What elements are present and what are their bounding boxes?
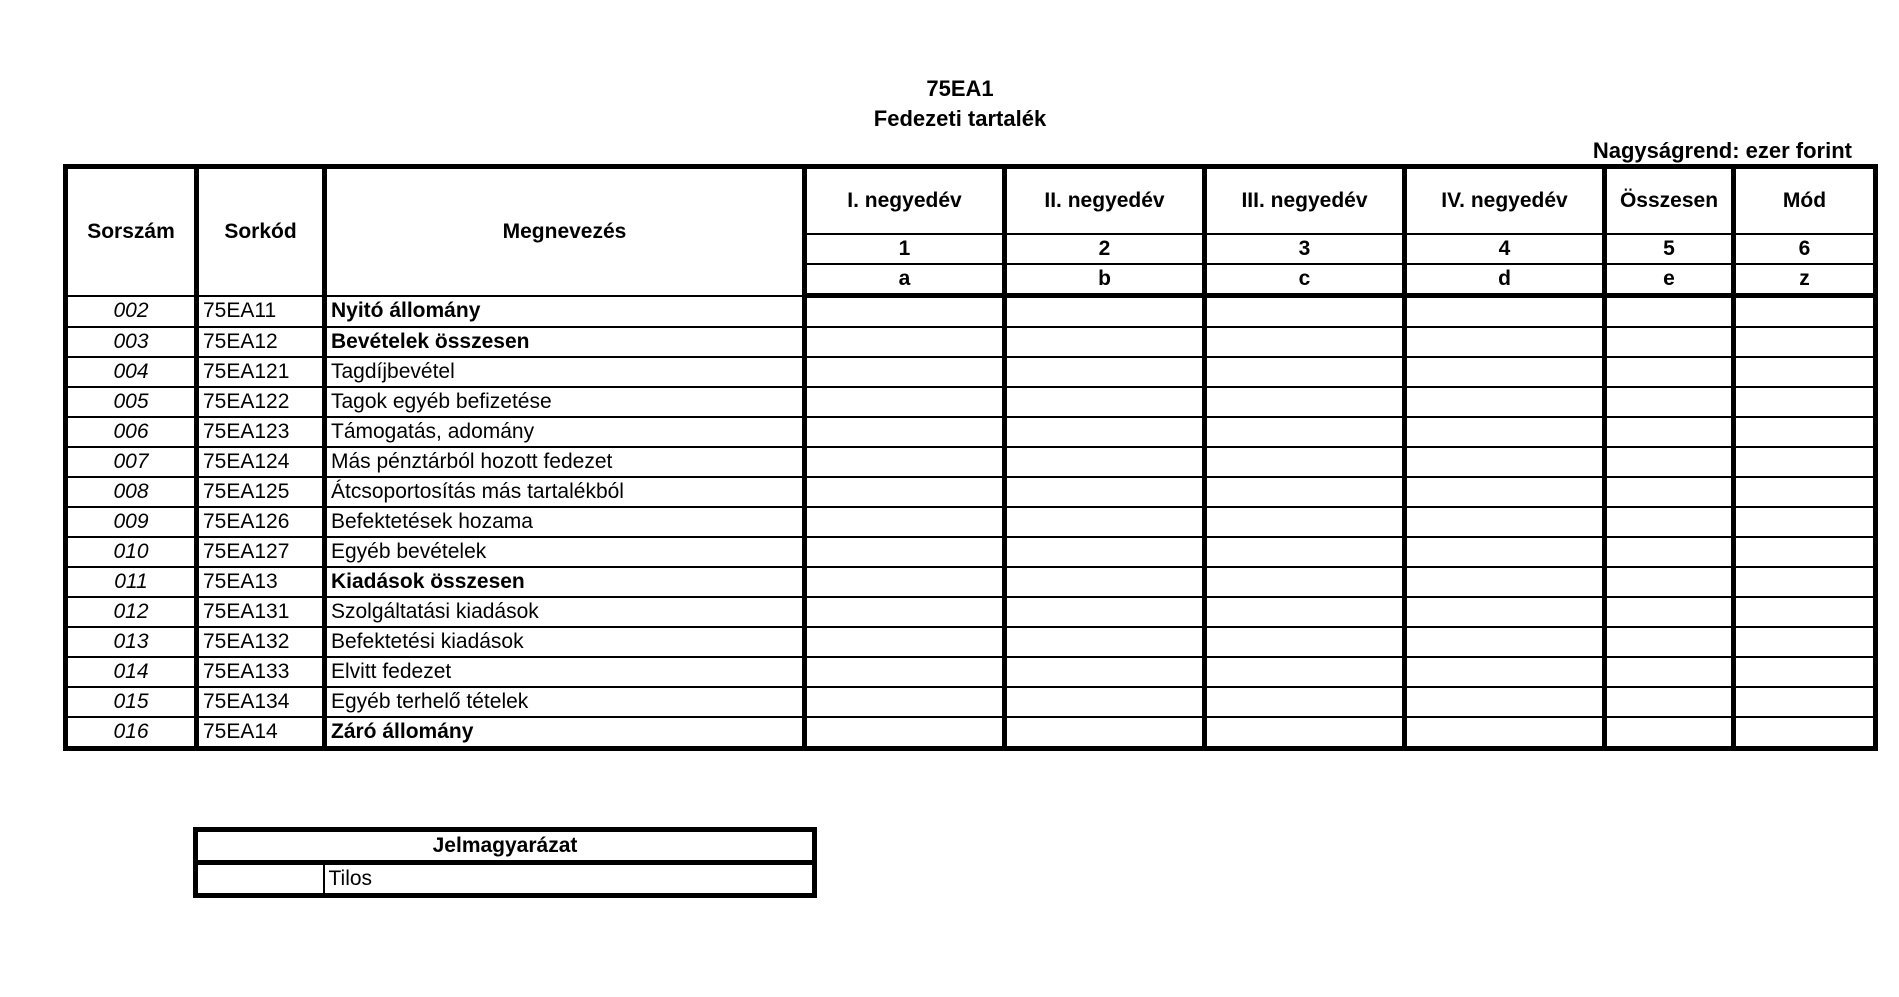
data-cell[interactable]	[805, 537, 1005, 567]
row-sorszam: 010	[66, 537, 197, 567]
data-cell[interactable]	[805, 357, 1005, 387]
col-header-q1: I. negyedév	[805, 167, 1005, 235]
data-cell[interactable]	[805, 657, 1005, 687]
data-cell[interactable]	[805, 417, 1005, 447]
data-cell[interactable]	[1005, 567, 1205, 597]
data-cell[interactable]	[805, 447, 1005, 477]
col-number: 4	[1405, 234, 1605, 264]
col-number: 2	[1005, 234, 1205, 264]
col-number: 5	[1605, 234, 1734, 264]
data-cell[interactable]	[1405, 687, 1605, 717]
table-row	[66, 447, 1876, 477]
col-header-q2: II. negyedév	[1005, 167, 1205, 235]
row-sorszam: 011	[66, 567, 197, 597]
data-cell[interactable]	[805, 687, 1005, 717]
data-cell[interactable]	[1205, 507, 1405, 537]
data-cell[interactable]	[805, 567, 1005, 597]
row-sorszam: 013	[66, 627, 197, 657]
row-megnevezes: Egyéb bevételek	[325, 537, 805, 567]
data-cell[interactable]	[1205, 687, 1405, 717]
data-cell[interactable]	[1205, 627, 1405, 657]
row-sorszam: 002	[66, 296, 197, 328]
legend-table	[193, 827, 817, 898]
data-cell[interactable]	[1605, 507, 1734, 537]
data-cell[interactable]	[1405, 477, 1605, 507]
row-sorkod: 75EA125	[197, 477, 325, 507]
data-cell[interactable]	[1205, 537, 1405, 567]
data-cell[interactable]	[1205, 717, 1405, 749]
col-letter: e	[1605, 264, 1734, 296]
row-sorkod: 75EA127	[197, 537, 325, 567]
data-cell[interactable]	[805, 627, 1005, 657]
table-row	[66, 417, 1876, 447]
legend-label: Tilos	[324, 863, 815, 896]
data-cell[interactable]	[1605, 357, 1734, 387]
data-cell[interactable]	[1005, 657, 1205, 687]
row-megnevezes: Bevételek összesen	[325, 327, 805, 357]
data-cell[interactable]	[805, 717, 1005, 749]
data-cell[interactable]	[1734, 537, 1876, 567]
data-cell[interactable]	[1205, 657, 1405, 687]
col-letter: c	[1205, 264, 1405, 296]
data-cell[interactable]	[1734, 447, 1876, 477]
data-cell[interactable]	[1405, 717, 1605, 749]
data-cell[interactable]	[1005, 327, 1205, 357]
col-header-q3: III. negyedév	[1205, 167, 1405, 235]
data-cell[interactable]	[1005, 687, 1205, 717]
data-cell[interactable]	[1005, 717, 1205, 749]
data-cell[interactable]	[1405, 537, 1605, 567]
data-cell[interactable]	[1405, 357, 1605, 387]
row-sorkod: 75EA11	[197, 296, 325, 328]
data-cell[interactable]	[1205, 327, 1405, 357]
row-sorkod: 75EA121	[197, 357, 325, 387]
col-header-total: Összesen	[1605, 167, 1734, 235]
data-cell[interactable]	[1405, 567, 1605, 597]
data-cell[interactable]	[1005, 387, 1205, 417]
row-sorszam: 005	[66, 387, 197, 417]
data-cell[interactable]	[805, 387, 1005, 417]
col-letter: b	[1005, 264, 1205, 296]
row-megnevezes: Kiadások összesen	[325, 567, 805, 597]
table-row	[66, 597, 1876, 627]
form-code: 75EA1	[926, 76, 994, 101]
col-header-q4: IV. negyedév	[1405, 167, 1605, 235]
row-sorszam: 012	[66, 597, 197, 627]
row-sorszam: 007	[66, 447, 197, 477]
data-cell[interactable]	[1005, 357, 1205, 387]
data-cell[interactable]	[1405, 327, 1605, 357]
data-cell[interactable]	[805, 507, 1005, 537]
data-cell[interactable]	[1005, 417, 1205, 447]
data-table	[63, 164, 1878, 751]
data-cell[interactable]	[1405, 657, 1605, 687]
row-sorszam: 015	[66, 687, 197, 717]
data-cell[interactable]	[1005, 477, 1205, 507]
col-header-sorszam: Sorszám	[66, 167, 197, 296]
row-sorkod: 75EA131	[197, 597, 325, 627]
row-sorkod: 75EA133	[197, 657, 325, 687]
data-cell[interactable]	[1205, 357, 1405, 387]
data-cell[interactable]	[1205, 567, 1405, 597]
data-cell[interactable]	[1205, 417, 1405, 447]
row-sorkod: 75EA122	[197, 387, 325, 417]
data-cell[interactable]	[1605, 537, 1734, 567]
row-megnevezes: Befektetések hozama	[325, 507, 805, 537]
row-sorszam: 003	[66, 327, 197, 357]
legend-swatch	[196, 863, 324, 896]
data-cell[interactable]	[1205, 447, 1405, 477]
row-sorszam: 016	[66, 717, 197, 749]
row-megnevezes: Tagdíjbevétel	[325, 357, 805, 387]
col-letter: z	[1734, 264, 1876, 296]
legend-title: Jelmagyarázat	[196, 830, 815, 863]
data-cell[interactable]	[805, 327, 1005, 357]
row-sorkod: 75EA132	[197, 627, 325, 657]
data-cell[interactable]	[805, 477, 1005, 507]
row-sorkod: 75EA134	[197, 687, 325, 717]
data-cell[interactable]	[1734, 567, 1876, 597]
data-cell[interactable]	[1005, 537, 1205, 567]
data-cell[interactable]	[1405, 597, 1605, 627]
data-cell[interactable]	[1734, 387, 1876, 417]
data-cell[interactable]	[1605, 717, 1734, 749]
table-row	[66, 537, 1876, 567]
row-sorkod: 75EA13	[197, 567, 325, 597]
col-letter: d	[1405, 264, 1605, 296]
row-sorkod: 75EA124	[197, 447, 325, 477]
table-row	[66, 717, 1876, 749]
row-megnevezes: Nyitó állomány	[325, 296, 805, 328]
data-cell[interactable]	[1734, 597, 1876, 627]
data-cell[interactable]	[1734, 477, 1876, 507]
data-cell[interactable]	[1405, 417, 1605, 447]
table-row	[66, 687, 1876, 717]
data-cell[interactable]	[1734, 357, 1876, 387]
data-cell[interactable]	[1205, 387, 1405, 417]
col-letter: a	[805, 264, 1005, 296]
col-number: 3	[1205, 234, 1405, 264]
row-sorszam: 006	[66, 417, 197, 447]
row-sorszam: 004	[66, 357, 197, 387]
data-cell[interactable]	[1734, 657, 1876, 687]
row-sorkod: 75EA123	[197, 417, 325, 447]
data-cell[interactable]	[1005, 447, 1205, 477]
data-cell[interactable]	[1405, 507, 1605, 537]
data-cell[interactable]	[1405, 627, 1605, 657]
row-sorszam: 008	[66, 477, 197, 507]
table-row	[66, 567, 1876, 597]
row-megnevezes: Támogatás, adomány	[325, 417, 805, 447]
data-cell[interactable]	[1205, 477, 1405, 507]
data-cell[interactable]	[1205, 597, 1405, 627]
data-cell[interactable]	[1405, 387, 1605, 417]
table-row	[66, 296, 1876, 328]
data-cell[interactable]	[1605, 627, 1734, 657]
data-cell[interactable]	[1605, 447, 1734, 477]
col-header-megnevezes: Megnevezés	[325, 167, 805, 296]
col-number: 6	[1734, 234, 1876, 264]
data-cell[interactable]	[1605, 687, 1734, 717]
col-header-mod: Mód	[1734, 167, 1876, 235]
row-megnevezes: Befektetési kiadások	[325, 627, 805, 657]
data-cell[interactable]	[1734, 627, 1876, 657]
table-body	[66, 296, 1876, 749]
data-cell[interactable]	[1005, 296, 1205, 328]
data-cell[interactable]	[1405, 296, 1605, 328]
row-megnevezes: Más pénztárból hozott fedezet	[325, 447, 805, 477]
table-row	[66, 327, 1876, 357]
form-title: Fedezeti tartalék	[873, 106, 1047, 131]
table-row	[66, 507, 1876, 537]
table-row	[66, 387, 1876, 417]
data-cell[interactable]	[1734, 417, 1876, 447]
row-megnevezes: Átcsoportosítás más tartalékból	[325, 477, 805, 507]
data-cell[interactable]	[1005, 597, 1205, 627]
data-cell[interactable]	[1605, 387, 1734, 417]
row-megnevezes: Záró állomány	[325, 717, 805, 749]
data-cell[interactable]	[1605, 417, 1734, 447]
data-cell[interactable]	[805, 296, 1005, 328]
col-number: 1	[805, 234, 1005, 264]
data-cell[interactable]	[1734, 717, 1876, 749]
data-cell[interactable]	[1605, 327, 1734, 357]
table-row	[66, 357, 1876, 387]
row-sorszam: 014	[66, 657, 197, 687]
table-row	[66, 627, 1876, 657]
data-cell[interactable]	[1734, 296, 1876, 328]
data-cell[interactable]	[1605, 296, 1734, 328]
data-cell[interactable]	[1605, 657, 1734, 687]
data-cell[interactable]	[1734, 507, 1876, 537]
data-cell[interactable]	[1605, 597, 1734, 627]
data-cell[interactable]	[1605, 477, 1734, 507]
row-megnevezes: Elvitt fedezet	[325, 657, 805, 687]
row-sorszam: 009	[66, 507, 197, 537]
row-sorkod: 75EA126	[197, 507, 325, 537]
data-cell[interactable]	[1005, 507, 1205, 537]
data-cell[interactable]	[1605, 567, 1734, 597]
data-cell[interactable]	[1205, 296, 1405, 328]
row-megnevezes: Egyéb terhelő tételek	[325, 687, 805, 717]
data-cell[interactable]	[1005, 627, 1205, 657]
col-header-sorkod: Sorkód	[197, 167, 325, 296]
row-megnevezes: Szolgáltatási kiadások	[325, 597, 805, 627]
table-row	[66, 657, 1876, 687]
data-cell[interactable]	[1734, 327, 1876, 357]
row-megnevezes: Tagok egyéb befizetése	[325, 387, 805, 417]
data-cell[interactable]	[1405, 447, 1605, 477]
data-cell[interactable]	[1734, 687, 1876, 717]
unit-note: Nagyságrend: ezer forint	[1592, 138, 1852, 163]
row-sorkod: 75EA12	[197, 327, 325, 357]
data-cell[interactable]	[805, 597, 1005, 627]
row-sorkod: 75EA14	[197, 717, 325, 749]
table-row	[66, 477, 1876, 507]
